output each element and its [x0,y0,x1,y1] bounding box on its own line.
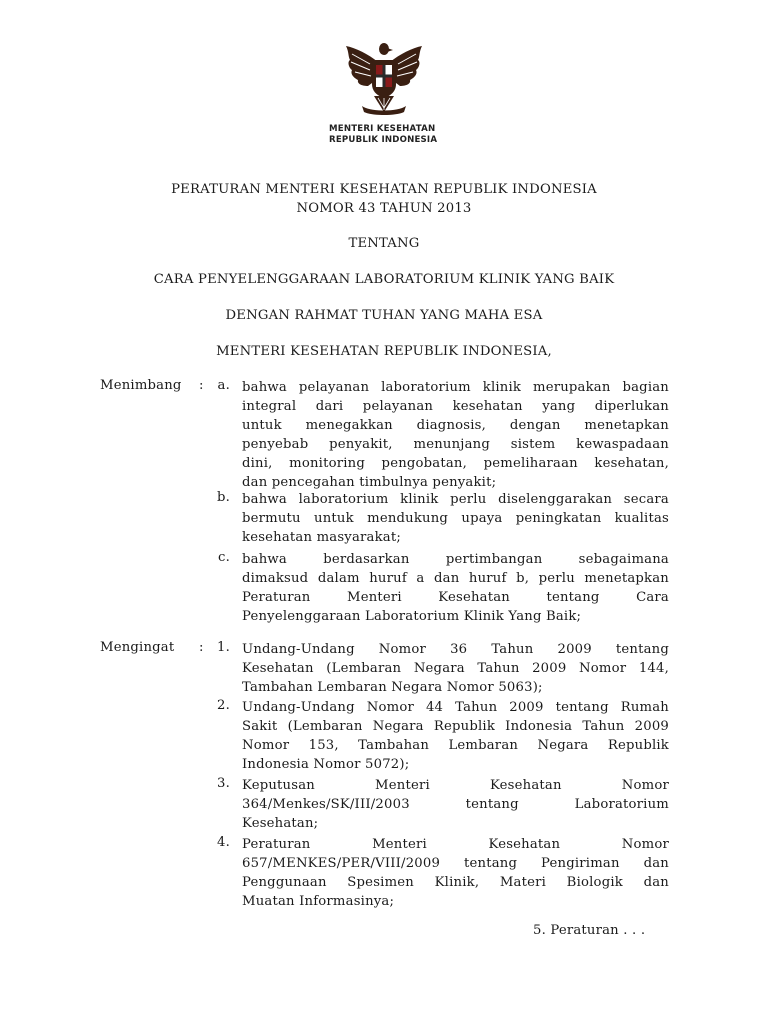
menimbang-item-a [242,378,669,492]
menimbang-label: Menimbang [100,378,182,393]
text-line: penyebab penyakit, menunjang sistem kewaspadaan [242,437,669,452]
text-line: 364/Menkes/SK/III/2003 tentang Laboratorium [242,797,669,812]
regulation-subject: CARA PENYELENGGARAAN LABORATORIUM KLINIK YANG BAIK [153,272,615,287]
text-line: Tambahan Lembaran Negara Nomor 5063); [242,680,543,695]
text-line: Undang-Undang Nomor 36 Tahun 2009 tentang [242,642,669,657]
text-line: Indonesia Nomor 5072); [242,757,410,772]
text-line: Keputusan Menteri Kesehatan Nomor [242,778,669,793]
text-line: Undang-Undang Nomor 44 Tahun 2009 tentang Rumah [242,700,669,715]
text-line: Muatan Informasinya; [242,894,395,909]
mengingat-marker-4: 4. [217,835,230,850]
tentang-heading: TENTANG [348,236,420,251]
menimbang-marker-a: a. [217,378,230,393]
menimbang-marker-b: b. [216,490,230,505]
mengingat-label: Mengingat [100,640,175,655]
preamble-line: DENGAN RAHMAT TUHAN YANG MAHA ESA [225,308,543,323]
text-line: Penyelenggaraan Laboratorium Klinik Yang Baik; [242,609,582,624]
menimbang-marker-c: c. [218,550,230,565]
text-line: kesehatan masyarakat; [242,530,401,545]
mengingat-item-3 [242,776,669,833]
text-line: bermutu untuk mendukung upaya peningkatan kualitas [242,511,669,526]
text-line: Sakit (Lembaran Negara Republik Indonesia Tahun 2009 [242,719,669,734]
text-line: Penggunaan Spesimen Klinik, Materi Biologik dan [242,875,669,890]
text-line: dini, monitoring pengobatan, pemeliharaan kesehatan, [242,456,669,471]
mengingat-item-2 [242,698,669,774]
text-line: 657/MENKES/PER/VIII/2009 tentang Pengiriman dan [242,856,669,871]
text-line: Nomor 153, Tambahan Lembaran Negara Republik [242,738,669,753]
ministry-line-2: REPUBLIK INDONESIA [329,135,438,145]
text-line: Peraturan Menteri Kesehatan tentang Cara [242,590,669,605]
text-line: bahwa laboratorium klinik perlu diselenggarakan secara [242,492,669,507]
text-line: dimaksud dalam huruf a dan huruf b, perlu menetapkan [242,571,669,586]
ministry-line-1: MENTERI KESEHATAN [329,124,436,134]
mengingat-item-1 [242,640,669,697]
mengingat-marker-2: 2. [217,698,230,713]
regulation-title: PERATURAN MENTERI KESEHATAN REPUBLIK INDONESIA [171,182,597,197]
regulation-number: NOMOR 43 TAHUN 2013 [296,201,472,216]
menimbang-colon: : [199,378,204,393]
text-line: integral dari pelayanan kesehatan yang diperlukan [242,399,669,414]
text-line: bahwa pelayanan laboratorium klinik merupakan bagian [242,380,669,395]
menimbang-item-b [242,490,669,547]
text-line: dan pencegahan timbulnya penyakit; [242,475,497,490]
mengingat-colon: : [199,640,204,655]
text-line: untuk menegakkan diagnosis, dengan menetapkan [242,418,669,433]
text-line: Kesehatan; [242,816,319,831]
issuer-line: MENTERI KESEHATAN REPUBLIK INDONESIA, [216,344,552,359]
mengingat-item-4 [242,835,669,911]
next-page-indicator: 5. Peraturan . . . [533,923,646,938]
text-line: bahwa berdasarkan pertimbangan sebagaimana [242,552,669,567]
garuda-emblem-icon [340,40,428,120]
menimbang-item-c [242,550,669,626]
ministry-seal-text [329,124,437,146]
text-line: Kesehatan (Lembaran Negara Tahun 2009 Nomor 144, [242,661,669,676]
mengingat-marker-3: 3. [217,776,230,791]
text-line: Peraturan Menteri Kesehatan Nomor [242,837,669,852]
mengingat-marker-1: 1. [217,640,230,655]
